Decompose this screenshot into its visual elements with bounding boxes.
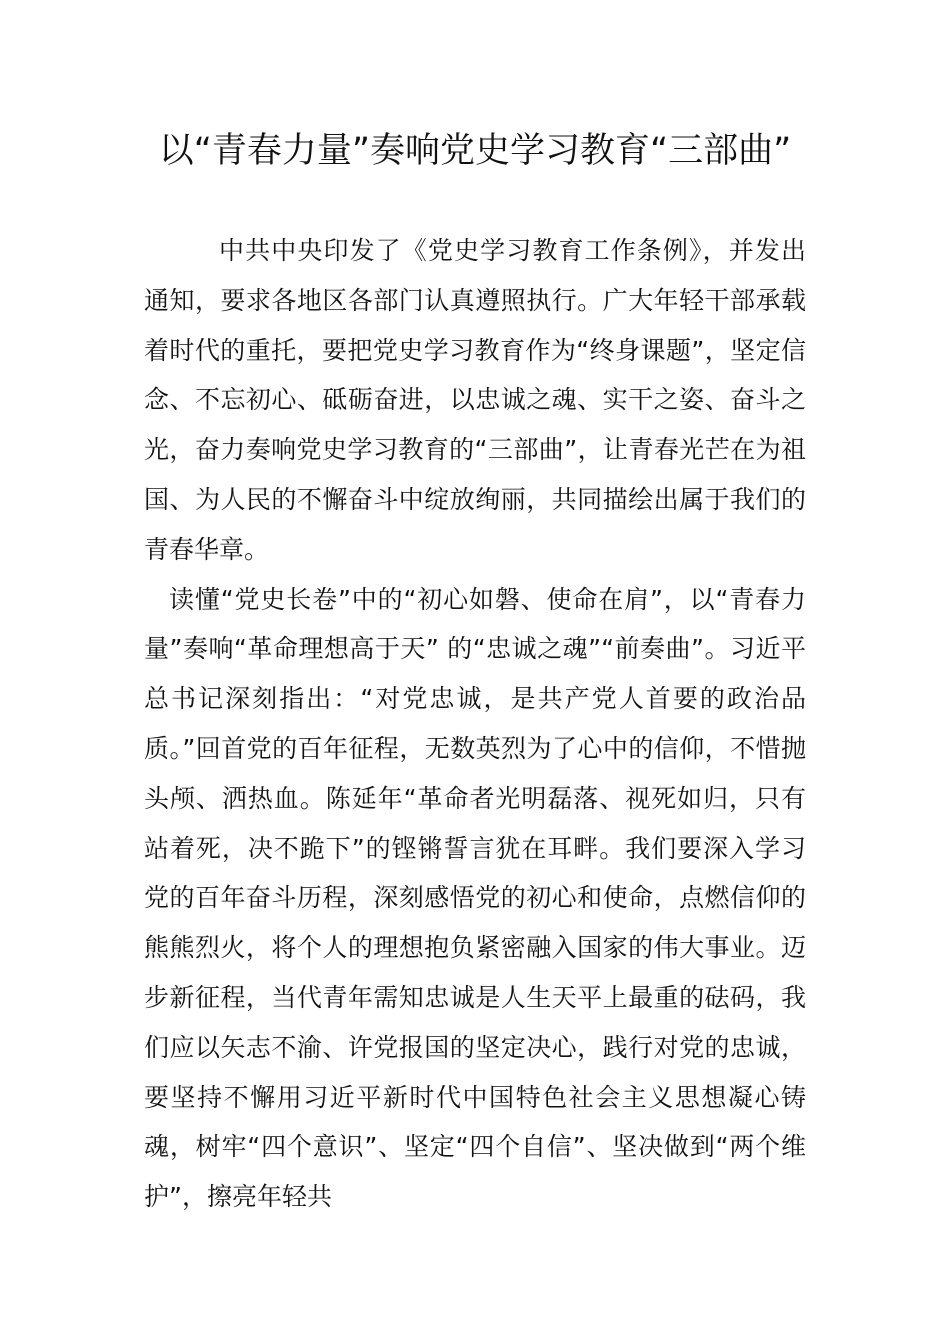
- document-title: 以“青春力量”奏响党史学习教育“三部曲”: [158, 131, 792, 171]
- paragraph-intro: 中共中央印发了《党史学习教育工作条例》，并发出通知，要求各地区各部门认真遵照执行。广大年轻干部承载着时代的重托，要把党史学习教育作为“终身课题”，坚定信念、不忘初心、砥砺奋进，以忠诚之魂、实干之姿、奋斗之光，奋力奏响党史学习教育的“三部曲”，让青春光芒在为祖国、为人民的不懈奋斗中绽放绚丽，共同描绘出属于我们的青春华章。: [144, 236, 806, 564]
- document-body: [144, 226, 806, 1222]
- paragraph-section-one: 读懂“党史长卷”中的“初心如磐、使命在肩”，以“青春力量”奏响“革命理想高于天” 的“忠诚之魂”“前奏曲”。习近平总书记深刻指出：“对党忠诚，是共产党人首要的政治品质。”回首党的百年征程，无数英烈为了心中的信仰，不惜抛头颅、洒热血。陈延年“革命者光明磊落、视死如归，只有站着死，决不跪下”的铿锵誓言犹在耳畔。我们要深入学习党的百年奋斗历程，深刻感悟党的初心和使命，点燃信仰的熊熊烈火，将个人的理想抱负紧密融入国家的伟大事业。迈步新征程，当代青年需知忠诚是人生天平上最重的砝码，我们应以矢志不渝、许党报国的坚定决心，践行对党的忠诚，要坚持不懈用习近平新时代中国特色社会主义思想凝心铸魂，树牢“四个意识”、坚定“四个自信”、坚决做到“两个维护”，擦亮年轻共: [144, 584, 806, 1212]
